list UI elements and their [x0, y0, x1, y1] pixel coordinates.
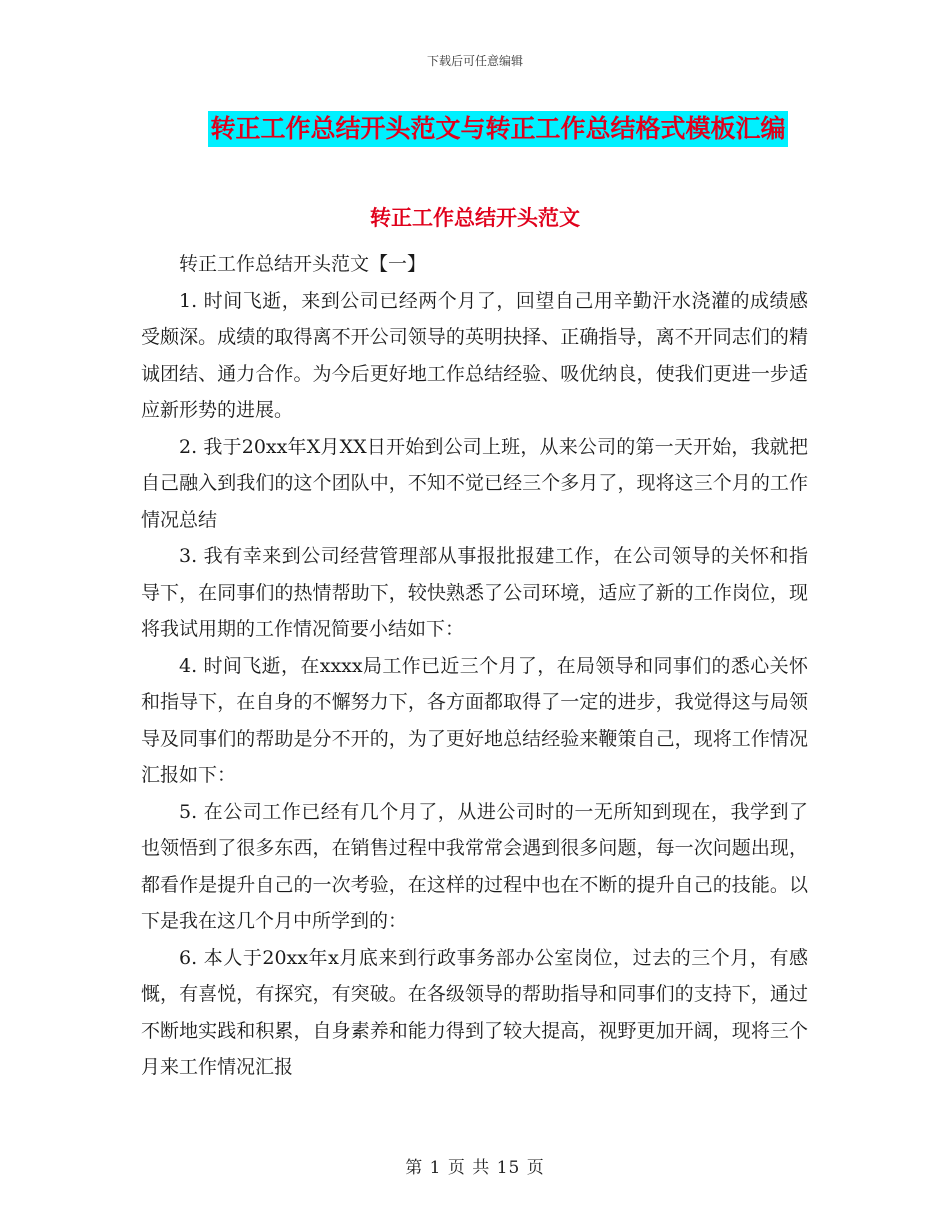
section-title: 转正工作总结开头范文	[370, 206, 580, 230]
paragraph-5: 5. 在公司工作已经有几个月了，从进公司时的一无所知到现在，我学到了也领悟到了很多东西，在销售过程中我常常会遇到很多问题，每一次问题出现，都看作是提升自己的一次考验，在这样的过程中也在不断的提升自己的技能。以下是我在这几个月中所学到的：	[141, 800, 808, 932]
document-body	[141, 246, 808, 1086]
page-number-footer: 第 1 页 共 15 页	[405, 1158, 545, 1178]
paragraph-1: 1. 时间飞逝，来到公司已经两个月了，回望自己用辛勤汗水浇灌的成绩感受颇深。成绩的取得离不开公司领导的英明抉择、正确指导，离不开同志们的精诚团结、通力合作。为今后更好地工作总结经验、吸优纳良，使我们更进一步适应新形势的进展。	[141, 289, 808, 421]
paragraph-heading: 转正工作总结开头范文【一】	[179, 253, 427, 275]
paragraph-6: 6. 本人于20xx年x月底来到行政事务部办公室岗位，过去的三个月，有感慨，有喜悦，有探究，有突破。在各级领导的帮助指导和同事们的支持下，通过不断地实践和积累，自身素养和能力得到了较大提高，视野更加开阔，现将三个月来工作情况汇报	[141, 946, 808, 1078]
main-title-wrapper	[0, 111, 950, 147]
paragraph-2: 2. 我于20xx年X月XX日开始到公司上班，从来公司的第一天开始，我就把自己融入到我们的这个团队中，不知不觉已经三个多月了，现将这三个月的工作情况总结	[141, 435, 808, 531]
page-header-note: 下载后可任意编辑	[426, 54, 523, 68]
paragraph-4: 4. 时间飞逝，在xxxx局工作已近三个月了，在局领导和同事们的悉心关怀和指导下，在自身的不懈努力下，各方面都取得了一定的进步，我觉得这与局领导及同事们的帮助是分不开的，为了更好地总结经验来鞭策自己，现将工作情况汇报如下：	[141, 654, 808, 786]
document-title: 转正工作总结开头范文与转正工作总结格式模板汇编	[208, 111, 787, 147]
paragraph-3: 3. 我有幸来到公司经营管理部从事报批报建工作，在公司领导的关怀和指导下，在同事们的热情帮助下，较快熟悉了公司环境，适应了新的工作岗位，现将我试用期的工作情况简要小结如下：	[141, 545, 808, 640]
